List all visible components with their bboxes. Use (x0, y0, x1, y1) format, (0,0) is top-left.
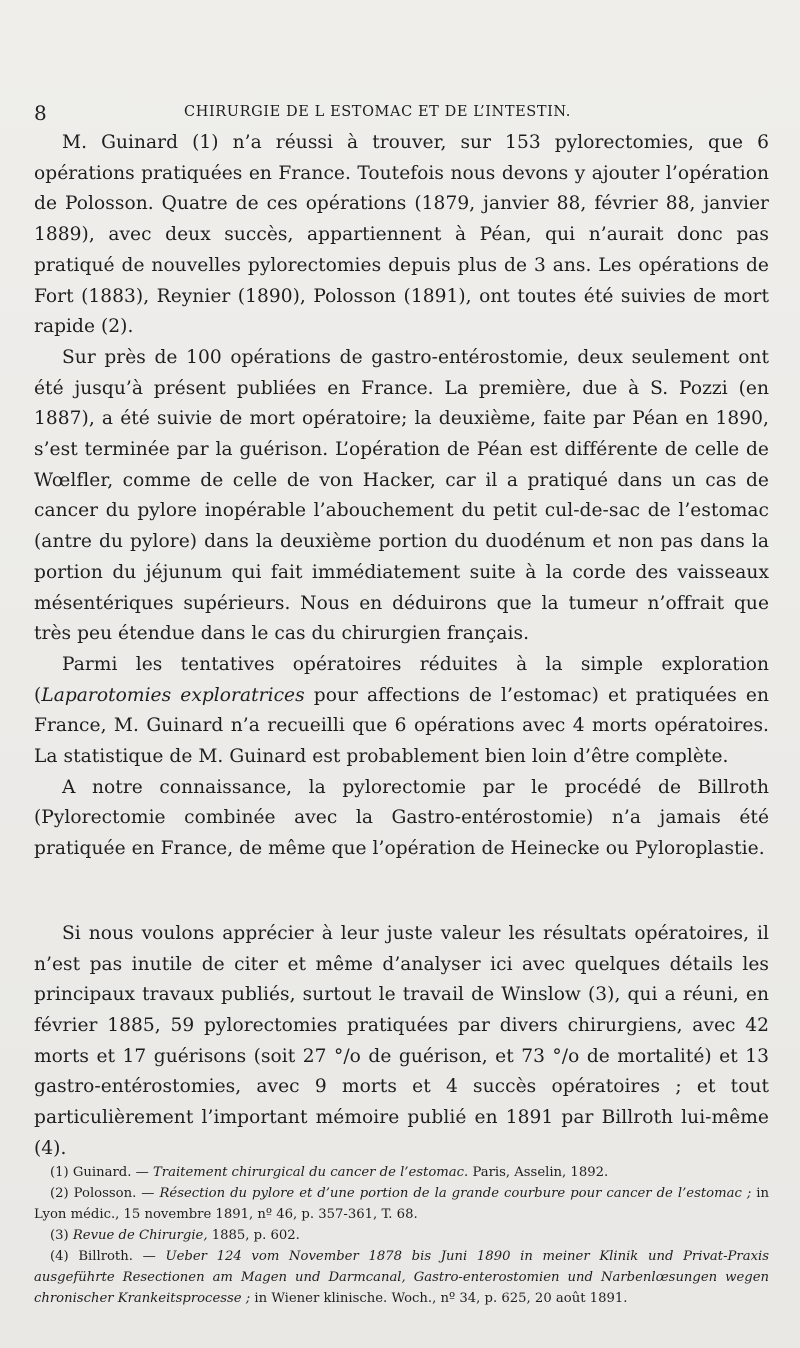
paragraph-guinard-pylorectomies: M. Guinard (1) n’a réussi à trouver, sur 153 pylorectomies, que 6 opérations pratiquées en France. Toutefois nous devons y ajouter l’opération de Polosson. Quatre de ces opérations (1879, janvier 88, février 88, janvier 1889), avec deux succès, appartiennent à Péan, qui n’aurait donc pas pratiqué de nouvelles pylorectomies depuis plus de 3 ans. Les opérations de Fort (1883), Reynier (1890), Polosson (1891), ont toutes été suivies de mort rapide (2). (34, 132, 769, 338)
section-gap (34, 865, 769, 919)
paragraph-winslow-billroth: Si nous voulons apprécier à leur juste valeur les résultats opératoires, il n’est pas inutile de citer et même d’analyser ici avec quelques détails les principaux travaux publiés, surtout le travail de Winslow (3), qui a réuni, en février 1885, 59 pylorectomies pratiquées par divers chirurgiens, avec 42 morts et 17 guérisons (soit 27 °/o de guérison, et 73 °/o de mortalité) et 13 gastro-entérostomies, avec 9 morts et 4 succès opératoires ; et tout particulièrement l’important mémoire publié en 1891 par Billroth lui-même (4). (34, 922, 769, 1159)
footnote: (3) Revue de Chirurgie, 1885, p. 602. (50, 1228, 300, 1243)
footnotes (34, 1162, 769, 1309)
footnote: (1) Guinard. — Traitement chirurgical du cancer de l’estomac. Paris, Asselin, 1892. (50, 1165, 609, 1180)
laparotomies-emphasis: Laparotomies exploratrices (41, 684, 305, 706)
paragraph-laparotomies (34, 650, 769, 773)
footnote: (2) Polosson. — Résection du pylore et d’une portion de la grande courbure pour cancer de l’estomac ; in Lyon médic., 15 novembre 1891, nº 46, p. 357-361, T. 68. (34, 1186, 769, 1222)
page-header (34, 101, 774, 125)
paragraph-billroth-procedure: A notre connaissance, la pylorectomie par le procédé de Billroth (Pylorectomie combinée avec la Gastro-entérostomie) n’a jamais été pratiquée en France, de même que l’opération de Heinecke ou Pyloroplastie. (34, 776, 769, 860)
page-number: 8 (34, 101, 48, 125)
paragraph-laparotomies-start: Parmi les tentatives opératoires réduites à la simple exploration ( (34, 653, 769, 706)
running-title: CHIRURGIE DE L ESTOMAC ET DE L’INTESTIN. (184, 104, 572, 120)
footnote: (4) Billroth. — Ueber 124 vom November 1878 bis Juni 1890 in meiner Klinik und Privat-Praxis ausgeführte Resectionen am Magen und Darmcanal, Gastro-enterostomien und Narbenlœsungen wegen chronischer Krankeitsprocesse ; in Wiener klinische. Woch., nº 34, p. 625, 20 août 1891. (34, 1249, 769, 1306)
body-text (34, 128, 769, 1165)
paragraph-gastro-enterostomie: Sur près de 100 opérations de gastro-entérostomie, deux seulement ont été jusqu’à présent publiées en France. La première, due à S. Pozzi (en 1887), a été suivie de mort opératoire; la deuxième, faite par Péan en 1890, s’est terminée par la guérison. L’opération de Péan est différente de celle de Wœlfler, comme de celle de von Hacker, car il a pratiqué dans un cas de cancer du pylore inopérable l’abouchement du petit cul-de-sac de l’estomac (antre du pylore) dans la deuxième portion du duodénum et non pas dans la portion du jéjunum qui fait immédiatement suite à la corde des vaisseaux mésentériques supérieurs. Nous en déduirons que la tumeur n’offrait que très peu étendue dans le cas du chirurgien français. (34, 346, 769, 645)
paragraph-laparotomies-end: pour affections de l’estomac) et pratiquées en France, M. Guinard n’a recueilli que 6 opérations avec 4 morts opératoires. La statistique de M. Guinard est probablement bien loin d’être complète. (34, 684, 770, 768)
